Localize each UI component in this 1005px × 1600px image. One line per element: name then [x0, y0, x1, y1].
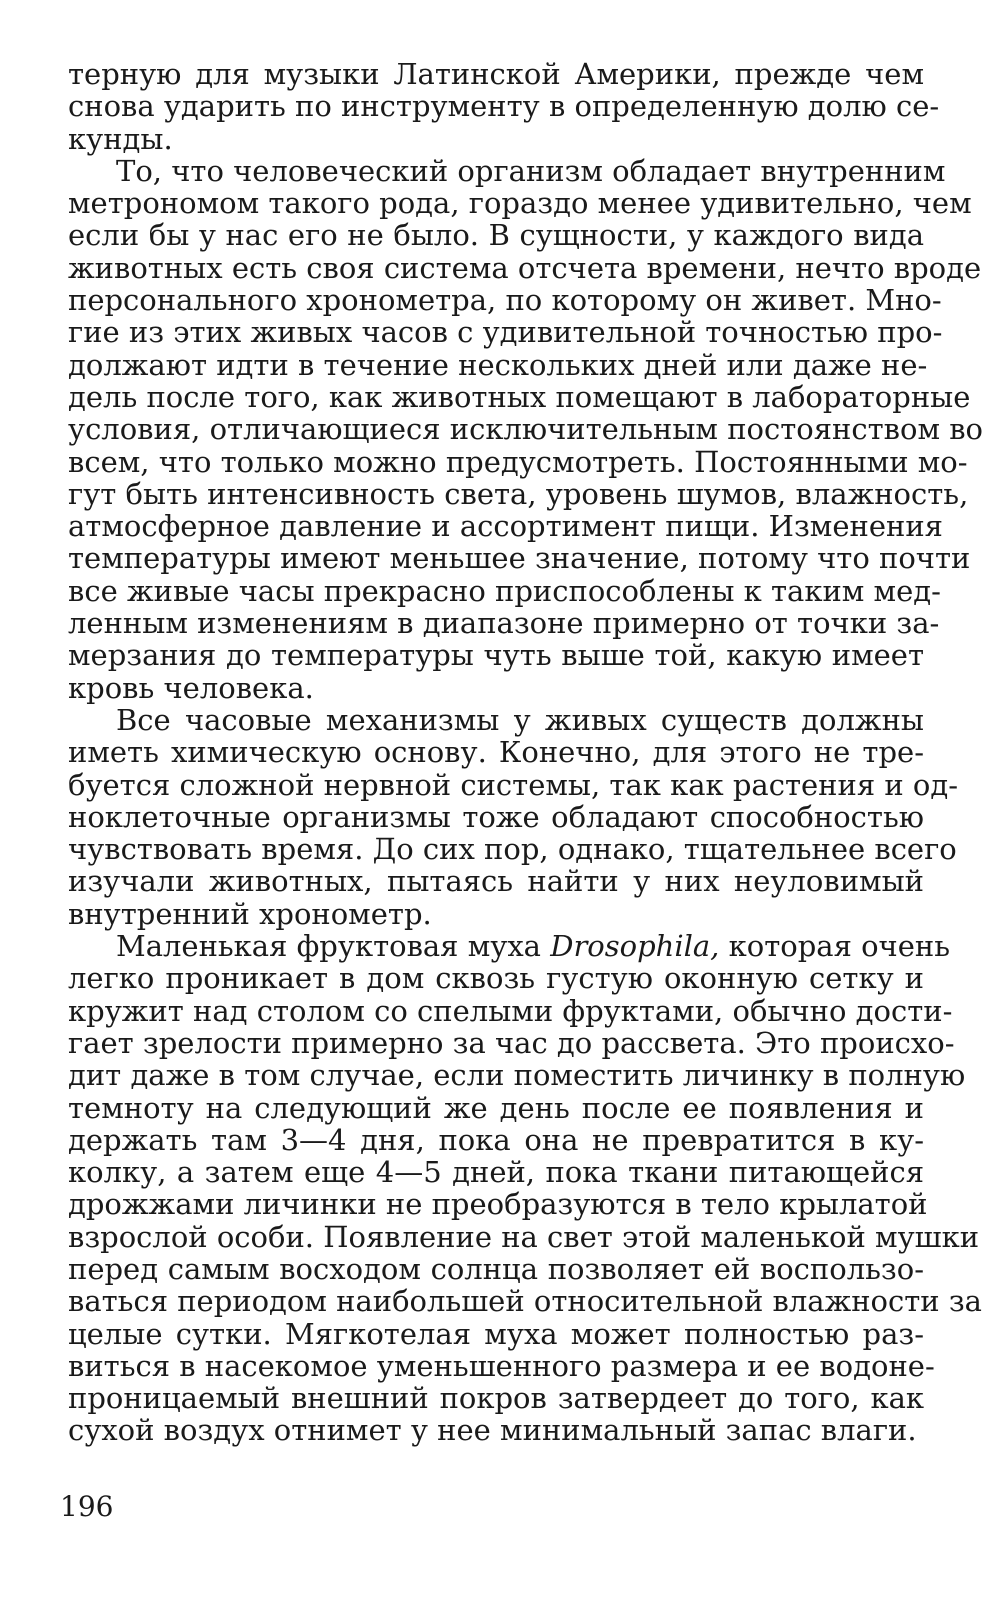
text-line: изучали животных, пытаясь найти у них неуловимый: [68, 864, 924, 899]
paragraph-3: [68, 702, 958, 931]
text-line: кружит над столом со спелыми фруктами, обычно дости-: [68, 993, 953, 1028]
text-line: гут быть интенсивность света, уровень шумов, влажность,: [68, 476, 969, 511]
text-line: [68, 929, 950, 964]
text-line: температуры имеют меньшее значение, потому что почти: [68, 541, 971, 576]
paragraph-2: [68, 153, 984, 705]
text-line: ноклеточные организмы тоже обладают способностью: [68, 799, 924, 834]
text-line: То, что человеческий организм обладает внутренним: [116, 153, 946, 188]
text-line: терную для музыки Латинской Америки, прежде чем: [68, 57, 924, 91]
text-line: виться в насекомое уменьшенного размера и ее водоне-: [68, 1348, 935, 1383]
text-line: держать там 3—4 дня, пока она не превратится в ку-: [68, 1122, 924, 1157]
text-line: гие из этих живых часов с удивительной точностью про-: [68, 315, 943, 350]
text-line: метрономом такого рода, гораздо менее удивительно, чем: [68, 186, 972, 221]
text-line: гает зрелости примерно за час до рассвета. Это происхо-: [68, 1025, 955, 1060]
text-line: дит даже в том случае, если поместить личинку в полную: [68, 1058, 966, 1093]
text-line: кунды.: [68, 121, 173, 156]
text-line: атмосферное давление и ассортимент пищи. Изменения: [68, 509, 943, 544]
text-line: перед самым восходом солнца позволяет ей воспользо-: [68, 1251, 924, 1286]
text-line: целые сутки. Мягкотелая муха может полностью раз-: [68, 1316, 924, 1351]
text-segment: Маленькая фруктовая муха: [116, 929, 551, 964]
text-line: дель после того, как животных помещают в лабораторные: [68, 379, 971, 414]
text-line: Все часовые механизмы у живых существ должны: [116, 702, 924, 737]
text-line: внутренний хронометр.: [68, 896, 432, 931]
page-number: 196: [60, 1490, 114, 1523]
text-line: проницаемый внешний покров затвердеет до того, как: [68, 1381, 924, 1416]
italic-species-name: Drosophila,: [550, 929, 720, 964]
text-line: иметь химическую основу. Конечно, для этого не тре-: [68, 735, 924, 770]
text-line: колку, а затем еще 4—5 дней, пока ткани питающейся: [68, 1155, 924, 1190]
text-line: кровь человека.: [68, 670, 314, 705]
text-line: условия, отличающиеся исключительным постоянством во: [68, 412, 984, 447]
book-page-body: [68, 57, 984, 1448]
text-line: персонального хронометра, по которому он живет. Мно-: [68, 283, 942, 318]
text-line: животных есть своя система отсчета времени, нечто вроде: [68, 250, 982, 285]
text-line: буется сложной нервной системы, так как растения и од-: [68, 767, 958, 802]
text-line: темноту на следующий же день после ее появления и: [68, 1090, 924, 1125]
text-segment: которая очень: [719, 929, 950, 964]
text-line: если бы у нас его не было. В сущности, у каждого вида: [68, 218, 924, 253]
text-line: дрожжами личинки не преобразуются в тело крылатой: [68, 1187, 928, 1222]
text-line: ленным изменениям в диапазоне примерно от точки за-: [68, 606, 940, 641]
text-line: ваться периодом наибольшей относительной влажности за: [68, 1284, 982, 1319]
text-line: должают идти в течение нескольких дней или даже не-: [68, 347, 928, 382]
text-line: сухой воздух отнимет у нее минимальный запас влаги.: [68, 1413, 917, 1448]
text-line: снова ударить по инструменту в определенную долю се-: [68, 89, 940, 124]
text-line: чувствовать время. До сих пор, однако, тщательнее всего: [68, 832, 957, 867]
text-line: мерзания до температуры чуть выше той, какую имеет: [68, 638, 924, 673]
text-line: взрослой особи. Появление на свет этой маленькой мушки: [68, 1219, 980, 1254]
paragraph-4: [68, 929, 982, 1448]
text-line: легко проникает в дом сквозь густую оконную сетку и: [68, 961, 924, 996]
text-line: все живые часы прекрасно приспособлены к таким мед-: [68, 573, 941, 608]
text-line: всем, что только можно предусмотреть. Постоянными мо-: [68, 444, 968, 479]
paragraph-1: [68, 57, 940, 156]
